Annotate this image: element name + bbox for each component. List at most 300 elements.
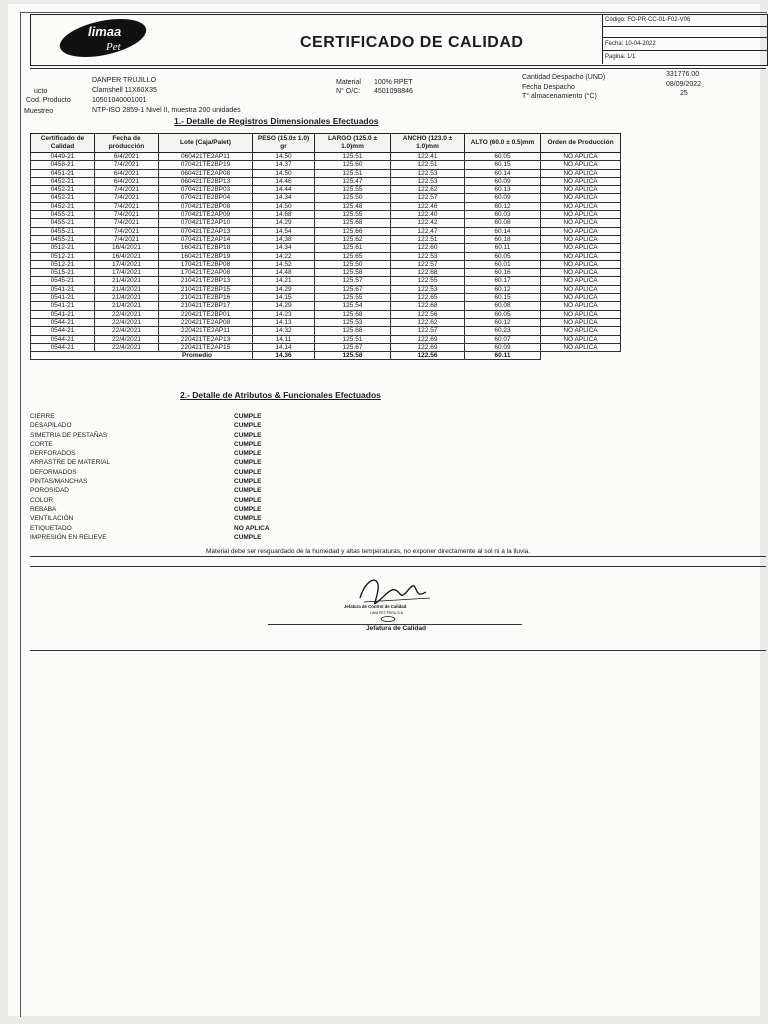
cell-largo: 125.47: [315, 177, 391, 185]
cell-ancho: 122.62: [391, 186, 465, 194]
cell-peso: 14.21: [253, 277, 315, 285]
cell-orden: NO APLICA: [541, 194, 621, 202]
cell-lote: 220421TE2AP11: [159, 327, 253, 335]
attribute-name: VENTILACIÓN: [30, 515, 74, 523]
cell-lote: 060421TE2AP08: [159, 169, 253, 177]
storage-note: Material debe ser resguardado de la humedad y altas temperaturas, no exponer directamente al sol ni a la lluvia.: [206, 548, 531, 555]
cell-lote: 220421TE2AP15: [159, 343, 253, 351]
cell-ancho: 122.57: [391, 260, 465, 268]
document-date: Fecha: 10-04-2022: [603, 37, 767, 51]
attribute-name: POROSIDAD: [30, 487, 70, 495]
oc-label: N° O/C:: [336, 88, 361, 95]
cell-peso: 14.29: [253, 302, 315, 310]
table-row: [31, 260, 621, 268]
attribute-name: CIERRE: [30, 413, 55, 420]
promedio-value: 60.11: [465, 352, 541, 360]
material-label: Material: [336, 79, 361, 86]
cell-alto: 60.09: [465, 343, 541, 351]
attribute-name: DEFORMADOS: [30, 468, 77, 476]
table-row: [31, 227, 621, 235]
temperatura-value: 25: [680, 90, 688, 97]
cell-lote: 170421TE2BP08: [159, 260, 253, 268]
cell-largo: 125.51: [315, 153, 391, 161]
cell-lote: 060421TE2BP13: [159, 177, 253, 185]
col-lote: Lote (Caja/Palet): [159, 134, 253, 153]
cell-peso: 14.52: [253, 260, 315, 268]
cell-certificado: 0545-21: [31, 277, 95, 285]
cell-certificado: 0512-21: [31, 244, 95, 252]
document-code: Código: FO-PR-CC-01-F02-V06: [603, 14, 767, 27]
cell-peso: 14.38: [253, 235, 315, 243]
cell-ancho: 122.53: [391, 285, 465, 293]
cell-orden: NO APLICA: [541, 219, 621, 227]
promedio-value: 125.58: [315, 352, 391, 360]
cell-alto: 60.14: [465, 227, 541, 235]
cell-peso: 14.14: [253, 343, 315, 351]
cell-alto: 60.18: [465, 235, 541, 243]
cell-largo: 125.57: [315, 277, 391, 285]
attribute-name: DESAPILADO: [30, 422, 72, 430]
attribute-name: IMPRESIÓN EN RELIEVE: [30, 533, 107, 541]
cell-alto: 60.17: [465, 277, 541, 285]
table-row: [31, 310, 621, 318]
attribute-result: CUMPLE: [234, 515, 262, 523]
cell-fecha: 17/4/2021: [95, 260, 159, 268]
cell-alto: 60.15: [465, 294, 541, 302]
material-value: 100% RPET: [374, 79, 413, 86]
promedio-empty: [541, 352, 621, 360]
cell-largo: 125.68: [315, 219, 391, 227]
cell-largo: 125.55: [315, 294, 391, 302]
svg-text:limaa: limaa: [88, 24, 122, 39]
cell-orden: NO APLICA: [541, 335, 621, 343]
col-ancho: ANCHO (123.0 ± 1.0)mm: [391, 134, 465, 153]
cell-peso: 14.50: [253, 169, 315, 177]
cell-alto: 60.05: [465, 252, 541, 260]
cell-orden: NO APLICA: [541, 235, 621, 243]
cell-alto: 60.09: [465, 194, 541, 202]
cell-lote: 160421TE2BP18: [159, 244, 253, 252]
cell-fecha: 7/4/2021: [95, 235, 159, 243]
cell-orden: NO APLICA: [541, 153, 621, 161]
cell-ancho: 122.69: [391, 335, 465, 343]
cell-alto: 60.01: [465, 260, 541, 268]
cell-ancho: 122.56: [391, 310, 465, 318]
cell-fecha: 21/4/2021: [95, 294, 159, 302]
cell-certificado: 0544-21: [31, 343, 95, 351]
cell-lote: 210421TE2BP15: [159, 285, 253, 293]
cell-fecha: 17/4/2021: [95, 269, 159, 277]
cell-orden: NO APLICA: [541, 318, 621, 326]
producto-label: ucto: [34, 88, 48, 95]
table-row: [31, 202, 621, 210]
cell-fecha: 7/4/2021: [95, 186, 159, 194]
cell-peso: 14.29: [253, 285, 315, 293]
cell-ancho: 122.41: [391, 153, 465, 161]
cell-ancho: 122.57: [391, 327, 465, 335]
table-row: [31, 177, 621, 185]
cell-peso: 14.34: [253, 194, 315, 202]
cell-alto: 60.05: [465, 153, 541, 161]
cell-ancho: 122.53: [391, 169, 465, 177]
cell-ancho: 122.47: [391, 227, 465, 235]
attribute-row: [30, 449, 630, 458]
cell-largo: 125.62: [315, 235, 391, 243]
cell-largo: 125.51: [315, 169, 391, 177]
cell-certificado: 0452-21: [31, 186, 95, 194]
cell-peso: 14.50: [253, 202, 315, 210]
table-row: [31, 269, 621, 277]
document-page: Pagina: 1/1: [605, 54, 636, 60]
company-logo: [48, 14, 148, 62]
cell-certificado: 0541-21: [31, 302, 95, 310]
cell-peso: 14.29: [253, 219, 315, 227]
cell-ancho: 122.57: [391, 194, 465, 202]
cell-fecha: 22/4/2021: [95, 318, 159, 326]
cell-lote: 070421TE2BP08: [159, 202, 253, 210]
col-certificado: Certificado de Calidad: [31, 134, 95, 153]
attribute-result: NO APLICA: [234, 524, 270, 532]
svg-text:Jefatura de Control de Calidad: Jefatura de Control de Calidad: [344, 604, 407, 609]
attribute-row: [30, 514, 630, 523]
cell-peso: 14.11: [253, 335, 315, 343]
cell-ancho: 122.68: [391, 302, 465, 310]
cell-peso: 14.46: [253, 177, 315, 185]
muestreo-value: NTP-ISO 2859-1 Nivel II, muestra 200 unidades: [92, 107, 241, 114]
cell-certificado: 0452-21: [31, 177, 95, 185]
cell-alto: 60.08: [465, 219, 541, 227]
signature-top-rule: [30, 566, 766, 567]
table-row: [31, 169, 621, 177]
table-row: [31, 219, 621, 227]
signature-bottom-rule: [30, 650, 766, 651]
cell-orden: NO APLICA: [541, 277, 621, 285]
cell-fecha: 22/4/2021: [95, 327, 159, 335]
cell-certificado: 0455-21: [31, 211, 95, 219]
attribute-row: [30, 524, 630, 533]
cell-lote: 070421TE2AP09: [159, 211, 253, 219]
cell-certificado: 0455-21: [31, 227, 95, 235]
producto-value: Clamshell 11X60X35: [92, 87, 157, 94]
table-row: [31, 211, 621, 219]
table-row: [31, 335, 621, 343]
cell-orden: NO APLICA: [541, 161, 621, 169]
cell-lote: 070421TE2BP04: [159, 194, 253, 202]
cell-ancho: 122.42: [391, 219, 465, 227]
cell-largo: 125.51: [315, 335, 391, 343]
cell-orden: NO APLICA: [541, 227, 621, 235]
attribute-row: [30, 431, 630, 440]
col-largo: LARGO (125.0 ± 1.0)mm: [315, 134, 391, 153]
attribute-name: COLOR: [30, 496, 54, 504]
cod-producto-label: Cod. Producto: [26, 97, 71, 104]
attribute-name: REBABA: [30, 505, 57, 513]
cell-alto: 60.15: [465, 161, 541, 169]
cell-certificado: 0512-21: [31, 252, 95, 260]
cell-peso: 14.13: [253, 318, 315, 326]
cell-certificado: 0512-21: [31, 260, 95, 268]
cliente-value: DANPER TRUJILLO: [92, 77, 157, 84]
cell-fecha: 22/4/2021: [95, 343, 159, 351]
attribute-row: [30, 412, 630, 421]
cell-peso: 14.37: [253, 161, 315, 169]
cell-lote: 220421TE2AP08: [159, 318, 253, 326]
cell-fecha: 21/4/2021: [95, 277, 159, 285]
table-row: [31, 302, 621, 310]
cell-ancho: 122.62: [391, 318, 465, 326]
cell-orden: NO APLICA: [541, 211, 621, 219]
cell-largo: 125.54: [315, 302, 391, 310]
table-row: [31, 235, 621, 243]
table-row: [31, 294, 621, 302]
cell-alto: 60.12: [465, 318, 541, 326]
fecha-despacho-label: Fecha Despacho: [522, 84, 575, 91]
cell-lote: 070421TE2AP10: [159, 219, 253, 227]
cell-largo: 125.55: [315, 186, 391, 194]
promedio-row: [31, 352, 621, 360]
cell-orden: NO APLICA: [541, 252, 621, 260]
cod-producto-value: 10501040001001: [92, 97, 147, 104]
cell-fecha: 16/4/2021: [95, 252, 159, 260]
attribute-row: [30, 533, 630, 542]
cell-alto: 60.07: [465, 335, 541, 343]
document-title: CERTIFICADO DE CALIDAD: [300, 34, 524, 51]
table-row: [31, 186, 621, 194]
cell-lote: 060421TE2AP11: [159, 153, 253, 161]
cell-lote: 170421TE2AP08: [159, 269, 253, 277]
cell-orden: NO APLICA: [541, 244, 621, 252]
cell-ancho: 122.40: [391, 211, 465, 219]
cell-alto: 60.13: [465, 186, 541, 194]
attribute-row: [30, 440, 630, 449]
cell-certificado: 0541-21: [31, 294, 95, 302]
table-row: [31, 343, 621, 351]
cell-peso: 14.34: [253, 244, 315, 252]
attribute-name: PERFORADOS: [30, 450, 76, 458]
cell-alto: 60.16: [465, 269, 541, 277]
cell-orden: NO APLICA: [541, 269, 621, 277]
table-row: [31, 244, 621, 252]
cell-lote: 070421TE2BP03: [159, 186, 253, 194]
cell-certificado: 0541-21: [31, 310, 95, 318]
cell-fecha: 7/4/2021: [95, 194, 159, 202]
attribute-name: PINTAS/MANCHAS: [30, 478, 88, 486]
temperatura-label: T° almacenamiento (°C): [522, 93, 597, 100]
table-header-row: [31, 134, 621, 153]
cell-alto: 60.05: [465, 310, 541, 318]
cell-lote: 210421TE2BP17: [159, 302, 253, 310]
section-1-title: 1.- Detalle de Registros Dimensionales Efectuados: [174, 116, 379, 126]
attribute-result: CUMPLE: [234, 468, 262, 476]
cell-certificado: 0451-21: [31, 169, 95, 177]
col-fecha: Fecha de producción: [95, 134, 159, 153]
svg-text:LIMA PET PERU S.A.: LIMA PET PERU S.A.: [370, 611, 404, 615]
cell-alto: 60.14: [465, 169, 541, 177]
cell-certificado: 0541-21: [31, 285, 95, 293]
col-orden: Orden de Producción: [541, 134, 621, 153]
cell-peso: 14.48: [253, 269, 315, 277]
col-alto: ALTO (60.0 ± 0.5)mm: [465, 134, 541, 153]
cell-largo: 125.68: [315, 310, 391, 318]
section-2-title: 2.- Detalle de Atributos & Funcionales Efectuados: [180, 390, 381, 400]
cell-orden: NO APLICA: [541, 202, 621, 210]
cell-orden: NO APLICA: [541, 343, 621, 351]
cell-ancho: 122.53: [391, 177, 465, 185]
cell-alto: 60.09: [465, 177, 541, 185]
cell-largo: 125.50: [315, 194, 391, 202]
promedio-value: 14.36: [253, 352, 315, 360]
cell-certificado: 0455-21: [31, 219, 95, 227]
cell-peso: 14.15: [253, 294, 315, 302]
signature-label: Jefatura de Calidad: [366, 625, 426, 632]
attribute-result: CUMPLE: [234, 413, 262, 420]
cell-certificado: 0515-21: [31, 269, 95, 277]
cell-ancho: 122.55: [391, 277, 465, 285]
table-row: [31, 161, 621, 169]
cell-lote: 210421TE2BP16: [159, 294, 253, 302]
oc-value: 4501098846: [374, 88, 413, 95]
cantidad-label: Cantidad Despacho (UND): [522, 74, 606, 81]
attribute-result: CUMPLE: [234, 487, 262, 495]
cell-fecha: 21/4/2021: [95, 302, 159, 310]
cell-orden: NO APLICA: [541, 260, 621, 268]
cell-largo: 125.67: [315, 343, 391, 351]
cell-lote: 070421TE2AP14: [159, 235, 253, 243]
promedio-value: 122.56: [391, 352, 465, 360]
cell-fecha: 16/4/2021: [95, 244, 159, 252]
table-row: [31, 252, 621, 260]
cell-largo: 125.53: [315, 318, 391, 326]
cell-orden: NO APLICA: [541, 294, 621, 302]
cell-lote: 220421TE2BP01: [159, 310, 253, 318]
cell-peso: 14.32: [253, 327, 315, 335]
attribute-row: [30, 505, 630, 514]
attribute-result: CUMPLE: [234, 459, 262, 467]
cell-certificado: 0455-21: [31, 235, 95, 243]
cell-alto: 60.23: [465, 327, 541, 335]
cell-fecha: 7/4/2021: [95, 227, 159, 235]
document-code-box: [602, 14, 767, 64]
attribute-row: [30, 421, 630, 430]
attribute-name: ETIQUETADO: [30, 524, 72, 532]
cell-fecha: 6/4/2021: [95, 169, 159, 177]
cell-orden: NO APLICA: [541, 186, 621, 194]
cell-fecha: 21/4/2021: [95, 285, 159, 293]
table-row: [31, 153, 621, 161]
cell-largo: 125.50: [315, 260, 391, 268]
cell-fecha: 7/4/2021: [95, 219, 159, 227]
table-row: [31, 194, 621, 202]
cell-lote: 070421TE2AP13: [159, 227, 253, 235]
attribute-row: [30, 486, 630, 495]
cell-certificado: 0458-21: [31, 161, 95, 169]
table-row: [31, 285, 621, 293]
attribute-result: CUMPLE: [234, 496, 262, 504]
attribute-name: ARRASTRE DE MATERIAL: [30, 459, 111, 467]
cell-orden: NO APLICA: [541, 169, 621, 177]
cell-certificado: 0544-21: [31, 327, 95, 335]
cell-lote: 070421TE2BP19: [159, 161, 253, 169]
cell-largo: 125.67: [315, 285, 391, 293]
promedio-label: Promedio: [31, 352, 253, 360]
muestreo-label: Muestreo: [24, 108, 54, 115]
cell-fecha: 22/4/2021: [95, 335, 159, 343]
attribute-result: CUMPLE: [234, 422, 262, 430]
cell-alto: 60.08: [465, 302, 541, 310]
cell-largo: 125.48: [315, 202, 391, 210]
cell-ancho: 122.65: [391, 294, 465, 302]
table-row: [31, 277, 621, 285]
cell-lote: 210421TE2BP13: [159, 277, 253, 285]
dimensional-table: [30, 133, 621, 360]
cell-orden: NO APLICA: [541, 177, 621, 185]
cell-orden: NO APLICA: [541, 302, 621, 310]
cell-peso: 14.68: [253, 211, 315, 219]
cell-ancho: 122.60: [391, 244, 465, 252]
cell-fecha: 7/4/2021: [95, 202, 159, 210]
cell-certificado: 0449-21: [31, 153, 95, 161]
cell-alto: 60.12: [465, 202, 541, 210]
cell-peso: 14.44: [253, 186, 315, 194]
attribute-name: SIMETRIA DE PESTAÑAS: [30, 431, 108, 439]
cell-ancho: 122.53: [391, 252, 465, 260]
attribute-row: [30, 458, 630, 467]
cell-largo: 125.58: [315, 269, 391, 277]
cell-largo: 125.66: [315, 227, 391, 235]
cell-fecha: 22/4/2021: [95, 310, 159, 318]
attribute-row: [30, 477, 630, 486]
attribute-result: CUMPLE: [234, 505, 262, 513]
cell-fecha: 6/4/2021: [95, 177, 159, 185]
svg-text:Pet: Pet: [106, 41, 121, 53]
cell-orden: NO APLICA: [541, 285, 621, 293]
cell-fecha: 7/4/2021: [95, 161, 159, 169]
fecha-despacho-value: 08/09/2022: [666, 81, 702, 88]
table-row: [31, 318, 621, 326]
cell-ancho: 122.46: [391, 202, 465, 210]
cell-peso: 14.50: [253, 153, 315, 161]
info-top-rule: [30, 68, 766, 69]
signature-stamp: [330, 568, 450, 624]
attributes-list: [30, 412, 630, 542]
attribute-result: CUMPLE: [234, 431, 262, 439]
cell-certificado: 0452-21: [31, 202, 95, 210]
cell-alto: 60.03: [465, 211, 541, 219]
cell-largo: 125.68: [315, 327, 391, 335]
cell-orden: NO APLICA: [541, 327, 621, 335]
attribute-result: CUMPLE: [234, 478, 262, 486]
cell-ancho: 122.51: [391, 161, 465, 169]
cell-certificado: 0544-21: [31, 335, 95, 343]
cell-fecha: 7/4/2021: [95, 211, 159, 219]
cell-ancho: 122.51: [391, 235, 465, 243]
attribute-row: [30, 468, 630, 477]
cell-certificado: 0452-21: [31, 194, 95, 202]
attribute-name: CORTE: [30, 440, 53, 448]
cell-alto: 60.12: [465, 285, 541, 293]
attribute-row: [30, 496, 630, 505]
attribute-result: CUMPLE: [234, 440, 262, 448]
cell-largo: 125.65: [315, 252, 391, 260]
cell-certificado: 0544-21: [31, 318, 95, 326]
table-row: [31, 327, 621, 335]
attribute-result: CUMPLE: [234, 450, 262, 458]
cell-alto: 60.11: [465, 244, 541, 252]
cantidad-value: 331776.00: [666, 71, 700, 78]
attribute-result: CUMPLE: [234, 533, 262, 541]
note-top-rule: [30, 556, 766, 557]
cell-peso: 14.22: [253, 252, 315, 260]
